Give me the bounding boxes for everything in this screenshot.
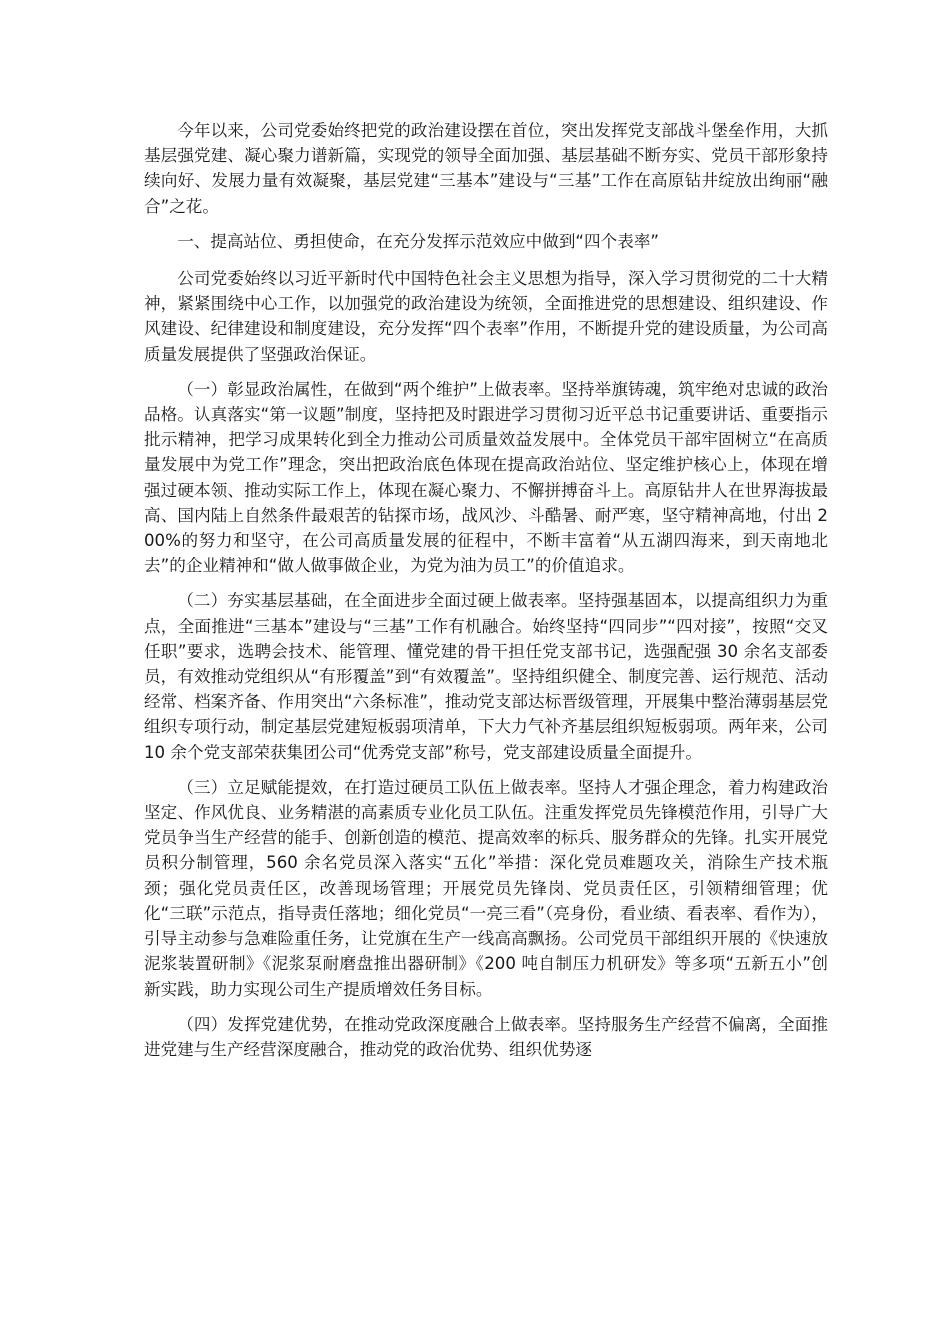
subsection-2-paragraph: （二）夯实基层基础，在全面进步全面过硬上做表率。坚持强基固本，以提高组织力为重点，全面推进“三基本”建设与“三基”工作有机融合。始终坚持“四同步”“四对接”，按照“交叉任职”要求，选聘会技术、能管理、懂党建的骨干担任党支部书记，选强配强 30 余名支部委员，有效推动党组织从“有形覆盖”到“有效覆盖”。坚持组织健全、制度完善、运行规范、活动经常、档案齐备、作用突出“六条标准”，推动党支部达标晋级管理，开展集中整治薄弱基层党组织专项行动，制定基层党建短板弱项清单，下大力气补齐基层组织短板弱项。两年来，公司 10 余个党支部荣获集团公司“优秀党支部”称号，党支部建设质量全面提升。 [144, 591, 828, 762]
document-page [144, 118, 828, 1062]
section-heading: 一、提高站位、勇担使命，在充分发挥示范效应中做到“四个表率” [177, 231, 660, 251]
intro-paragraph: 今年以来，公司党委始终把党的政治建设摆在首位，突出发挥党支部战斗堡垒作用，大抓基层强党建、凝心聚力谱新篇，实现党的领导全面加强、基层基础不断夯实、党员干部形象持续向好、发展力量有效凝聚，基层党建“三基本”建设与“三基”工作在高原钻井绽放出绚丽“融合”之花。 [144, 121, 828, 216]
section-intro-paragraph: 公司党委始终以习近平新时代中国特色社会主义思想为指导，深入学习贯彻党的二十大精神，紧紧围绕中心工作，以加强党的政治建设为统领，全面推进党的思想建设、组织建设、作风建设、纪律建设和制度建设，充分发挥“四个表率”作用，不断提升党的建设质量，为公司高质量发展提供了坚强政治保证。 [144, 269, 828, 364]
subsection-1-paragraph: （一）彰显政治属性，在做到“两个维护”上做表率。坚持举旗铸魂，筑牢绝对忠诚的政治品格。认真落实“第一议题”制度，坚持把及时跟进学习贯彻习近平总书记重要讲话、重要指示批示精神，把学习成果转化到全力推动公司质量效益发展中。全体党员干部牢固树立“在高质量发展中为党工作”理念，突出把政治底色体现在提高政治站位、坚定维护核心上，体现在增强过硬本领、推动实际工作上，体现在凝心聚力、不懈拼搏奋斗上。高原钻井人在世界海拔最高、国内陆上自然条件最艰苦的钻探市场，战风沙、斗酷暑、耐严寒，坚守精神高地，付出 200%的努力和坚守，在公司高质量发展的征程中，不断丰富着“从五湖四海来，到天南地北去”的企业精神和“做人做事做企业，为党为油为员工”的价值追求。 [144, 379, 828, 576]
subsection-4-paragraph: （四）发挥党建优势，在推动党政深度融合上做表率。坚持服务生产经营不偏离，全面推进党建与生产经营深度融合，推动党的政治优势、组织优势逐 [144, 1014, 828, 1059]
subsection-3-paragraph: （三）立足赋能提效，在打造过硬员工队伍上做表率。坚持人才强企理念，着力构建政治坚定、作风优良、业务精湛的高素质专业化员工队伍。注重发挥党员先锋模范作用，引导广大党员争当生产经营的能手、创新创造的模范、提高效率的标兵、服务群众的先锋。扎实开展党员积分制管理，560 余名党员深入落实“五化”举措：深化党员难题攻关，消除生产技术瓶颈；强化党员责任区，改善现场管理；开展党员先锋岗、党员责任区，引领精细管理；优化“三联”示范点，指导责任落地；细化党员“一亮三看”（亮身份，看业绩、看表率、看作为），引导主动参与急难险重任务，让党旗在生产一线高高飘扬。公司党员干部组织开展的《快速放泥浆装置研制》《泥浆泵耐磨盘推出器研制》《200 吨自制压力机研发》等多项“五新五小”创新实践，助力实现公司生产提质增效任务目标。 [144, 777, 828, 999]
